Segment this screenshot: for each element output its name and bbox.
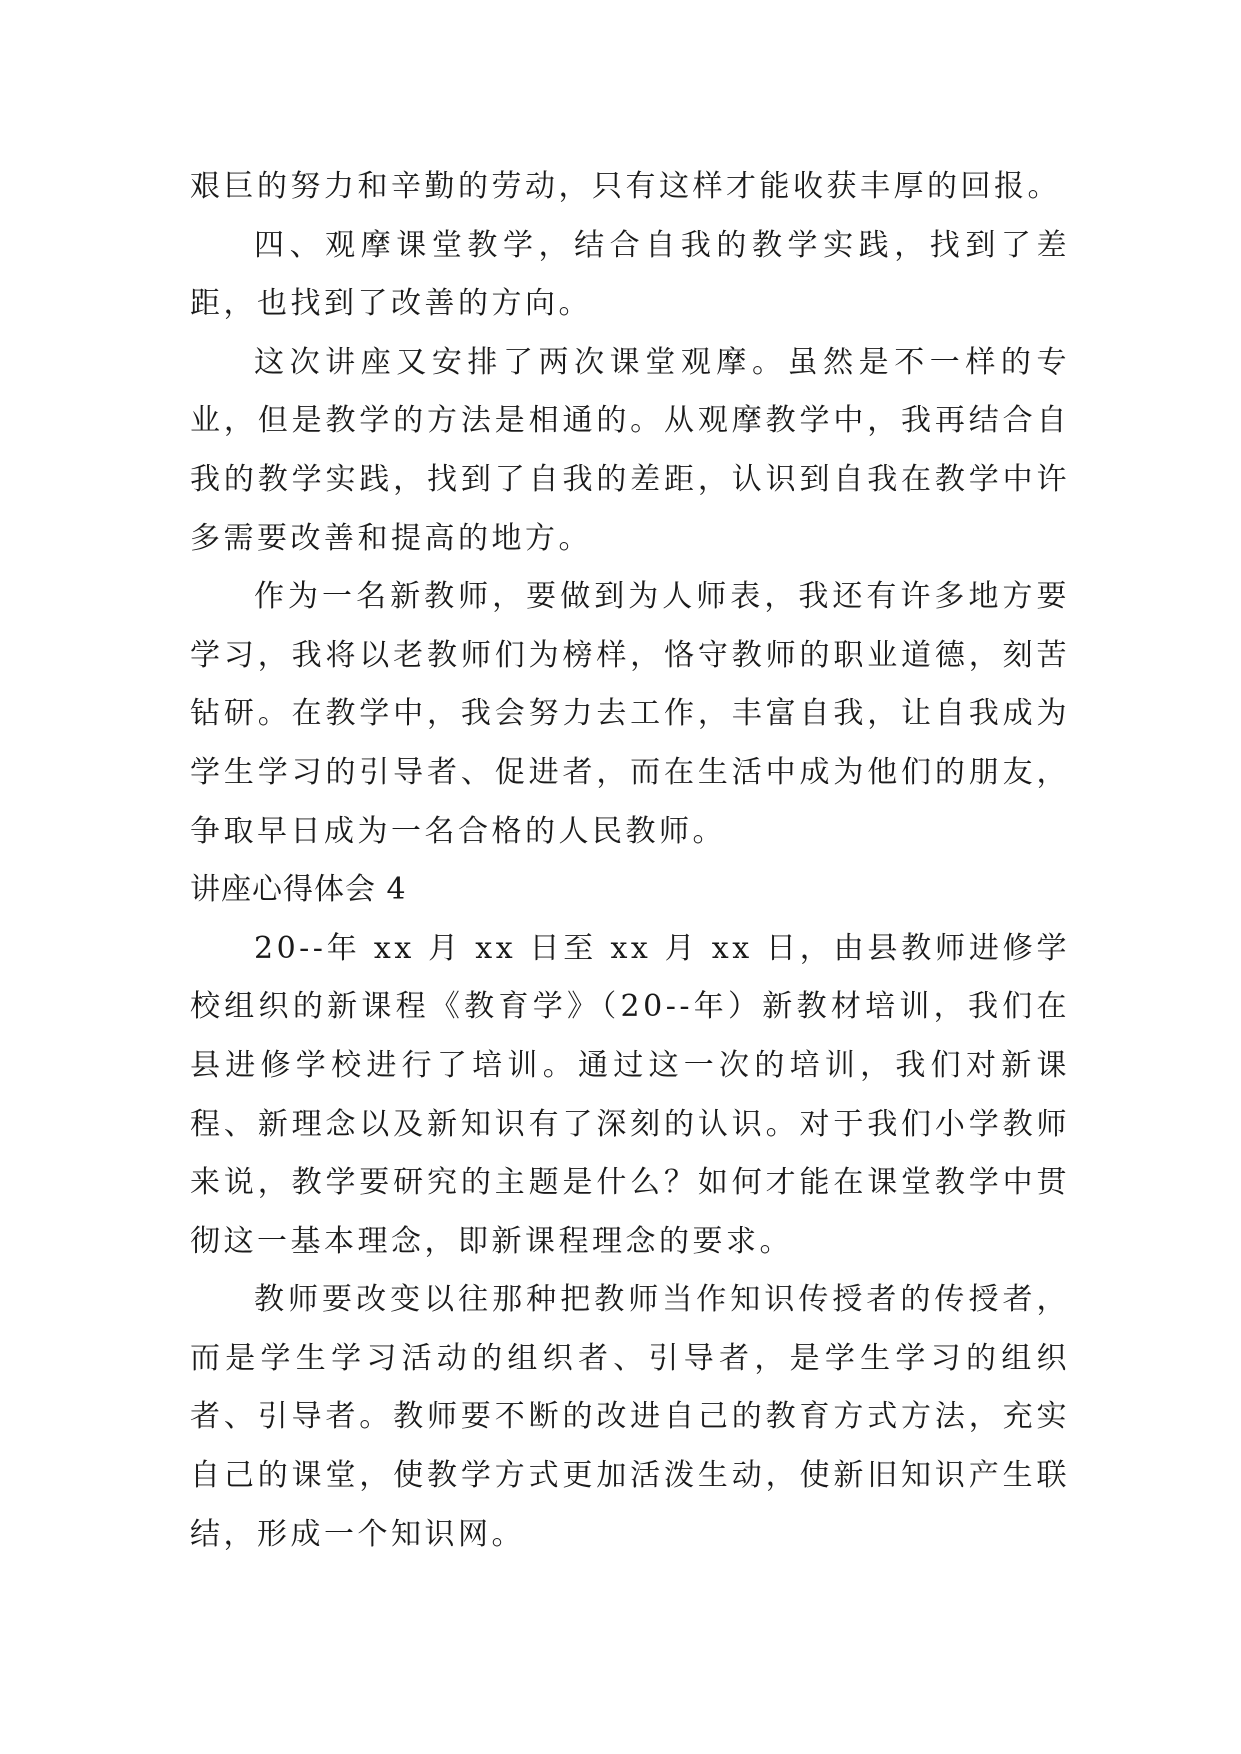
paragraph-continuation: 艰巨的努力和辛勤的劳动，只有这样才能收获丰厚的回报。	[190, 169, 1061, 204]
paragraph-training: 20--年 xx 月 xx 日至 xx 月 xx 日，由县教师进修学校组织的新课程《教育学》（20--年）新教材培训，我们在县进修学校进行了培训。通过这一次的培训，我们对新课程、新理念以及新知识有了深刻的认识。对于我们小学教师来说，教学要研究的主题是什么？如何才能在课堂教学中贯彻这一基本理念，即新课程理念的要求。	[190, 930, 1070, 1259]
paragraph-new-teacher: 作为一名新教师，要做到为人师表，我还有许多地方要学习，我将以老教师们为榜样，恪守教师的职业道德，刻苦钻研。在教学中，我会努力去工作，丰富自我，让自我成为学生学习的引导者、促进者，而在生活中成为他们的朋友，争取早日成为一名合格的人民教师。	[190, 579, 1070, 849]
section-heading: 讲座心得体会 4	[190, 872, 407, 908]
paragraph-teacher-role: 教师要改变以往那种把教师当作知识传授者的传授者，而是学生学习活动的组织者、引导者，是学生学习的组织者、引导者。教师要不断的改进自己的教育方式方法，充实自己的课堂，使教学方式更加活泼生动，使新旧知识产生联结，形成一个知识网。	[190, 1282, 1070, 1552]
document-body	[190, 158, 1070, 1564]
paragraph-observation: 这次讲座又安排了两次课堂观摩。虽然是不一样的专业，但是教学的方法是相通的。从观摩教学中，我再结合自我的教学实践，找到了自我的差距，认识到自我在教学中许多需要改善和提高的地方。	[190, 344, 1070, 556]
paragraph-observation-heading: 四、观摩课堂教学，结合自我的教学实践，找到了差距，也找到了改善的方向。	[190, 227, 1070, 322]
